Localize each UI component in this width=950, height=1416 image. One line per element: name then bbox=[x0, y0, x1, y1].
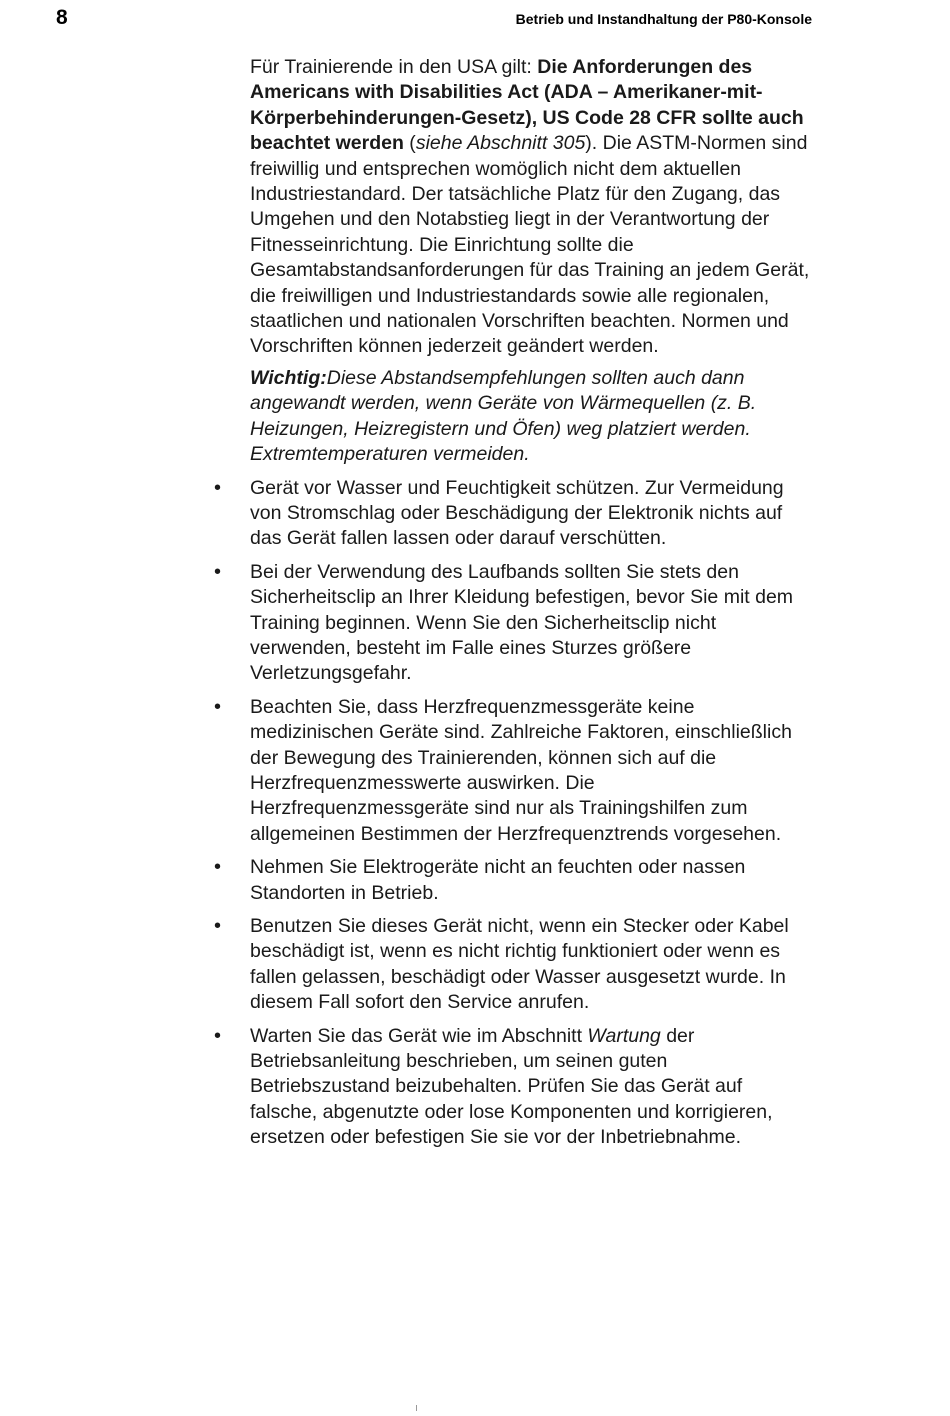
intro-section-reference: siehe Abschnitt 305 bbox=[415, 132, 586, 155]
bullet-text-after: der Betriebsanleitung beschrieben, um seinen guten Betriebszustand beizubehalten. Prüfen Sie das Gerät auf falsche, abgenutzte oder lose Komponenten und korrigieren, ersetzen oder befestigen Sie sie vor der Inbetriebnahme. bbox=[250, 1024, 773, 1149]
list-item bbox=[214, 560, 812, 687]
bullet-icon: • bbox=[214, 856, 222, 879]
important-text: Diese Abstandsempfehlungen sollten auch dann angewandt werden, wenn Geräte von Wärmequellen (z. B. Heizungen, Heizregistern und Öfen) weg platziert werden. Extremtemperaturen vermeiden. bbox=[250, 366, 757, 466]
running-title: Betrieb und Instandhaltung der P80-Konsole bbox=[515, 11, 812, 27]
footer-tick-mark bbox=[416, 1405, 417, 1411]
bullet-icon: • bbox=[214, 476, 222, 499]
intro-lead: Für Trainierende in den USA gilt: bbox=[250, 56, 538, 78]
bullet-icon: • bbox=[214, 695, 222, 718]
intro-rest: ). Die ASTM-Normen sind freiwillig und entsprechen womöglich nicht dem aktuellen Industriestandard. Der tatsächliche Platz für den Zugang, das Umgehen und den Notabstieg liegt in der Verantwortung der Fitnesseinrichtung. Die Einrichtung sollte die Gesamtabstandsanforderungen für das Training an jedem Gerät, die freiwilligen und Industriestandards sowie alle regionalen, staatlichen und nationalen Vorschriften beachten. Normen und Vorschriften können jederzeit geändert werden. bbox=[250, 132, 810, 358]
bullet-text: Gerät vor Wasser und Feuchtigkeit schützen. Zur Vermeidung von Stromschlag oder Beschädigung der Elektronik nichts auf das Gerät fallen lassen oder darauf verschütten. bbox=[250, 476, 784, 550]
bullet-text-before: Warten Sie das Gerät wie im Abschnitt bbox=[250, 1024, 588, 1047]
intro-paragraph bbox=[250, 55, 812, 360]
bullet-text: Nehmen Sie Elektrogeräte nicht an feuchten oder nassen Standorten in Betrieb. bbox=[250, 856, 746, 904]
page-number: 8 bbox=[56, 6, 68, 29]
safety-bullet-list bbox=[214, 476, 812, 1151]
intro-ada-requirement: Die Anforderungen des Americans with Disabilities Act (ADA – Amerikaner-mit-Körperbehinderungen-Gesetz), US Code 28 CFR sollte auch beachtet werden bbox=[250, 56, 804, 155]
list-item bbox=[214, 855, 812, 906]
list-item bbox=[214, 1024, 812, 1151]
bullet-text: Benutzen Sie dieses Gerät nicht, wenn ein Stecker oder Kabel beschädigt ist, wenn es nicht richtig funktioniert oder wenn es fallen gelassen, beschädigt oder Wasser ausgesetzt wurde. In diesem Fall sofort den Service anrufen. bbox=[250, 915, 789, 1014]
list-item bbox=[214, 695, 812, 847]
page-header bbox=[56, 6, 812, 32]
list-item bbox=[214, 914, 812, 1016]
bullet-icon: • bbox=[214, 1024, 222, 1047]
intro-open-paren: ( bbox=[403, 132, 416, 155]
list-item bbox=[214, 476, 812, 552]
important-label: Wichtig: bbox=[250, 366, 327, 389]
important-note bbox=[250, 366, 812, 468]
bullet-text: Beachten Sie, dass Herzfrequenzmessgeräte keine medizinischen Geräte sind. Zahlreiche Faktoren, einschließlich der Bewegung des Trainierenden, können sich auf die Herzfrequenzmesswerte auswirken. Die Herzfrequenzmessgeräte sind nur als Trainingshilfen zum allgemeinen Bestimmen der Herzfrequenztrends vorgesehen. bbox=[250, 695, 792, 845]
maintenance-section-reference: Wartung bbox=[587, 1024, 661, 1047]
main-content bbox=[214, 55, 812, 1159]
bullet-text: Bei der Verwendung des Laufbands sollten Sie stets den Sicherheitsclip an Ihrer Kleidung befestigen, bevor Sie mit dem Training beginnen. Wenn Sie den Sicherheitsclip nicht verwenden, besteht im Falle eines Sturzes größere Verletzungsgefahr. bbox=[250, 560, 794, 685]
bullet-icon: • bbox=[214, 560, 222, 583]
bullet-icon: • bbox=[214, 915, 222, 937]
